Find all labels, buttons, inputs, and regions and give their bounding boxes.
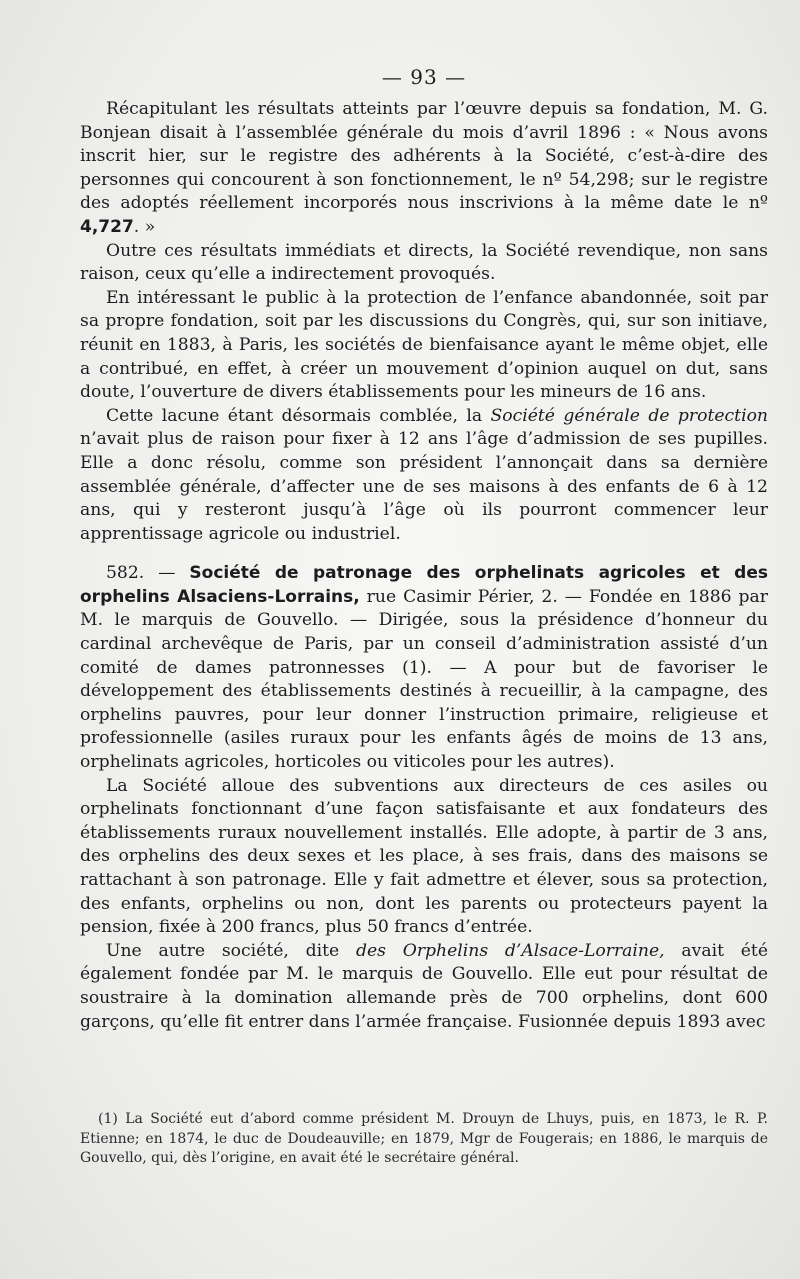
- alsace-society-italic: des Orphelins d’Alsace-Lorraine,: [355, 940, 665, 961]
- paragraph-recapitulation-text: Récapitulant les résultats atteints par l’œuvre depuis sa fondation, M. G. Bonjean disait à l’assemblée générale du mois d’avril 1896 : « Nous avons inscrit hier, sur le registre des adhérents à la Société, c’est-à-dire des personnes qui concourent à son fonctionnement, le nº 54,298; sur le registre des adoptés réellement incorporés nous inscrivions à la même date le nº: [80, 99, 768, 214]
- alsace-paragraph-start: Une autre société, dite: [106, 940, 356, 961]
- section-heading: Société de patronage des orphelinats agricoles et des orphelins Alsaciens-Lorrains,: [80, 563, 768, 607]
- paragraph-age-admission-end: n’avait plus de raison pour fixer à 12 ans l’âge d’admission de ses pupilles. Elle a donc résolu, comme son président l’annonçait dans sa dernière assemblée générale, d’affecter une de ses maisons à des enfants de 6 à 12 ans, qui y resteront jusqu’à l’âge où ils pourront commencer leur apprentissage agricole ou industriel.: [80, 429, 768, 544]
- main-text: [80, 62, 768, 1034]
- paragraph-public-interest: En intéressant le public à la protection de l’enfance abandonnée, soit par sa propre fondation, soit par les discussions du Congrès, qui, sur son initiave, réunit en 1883, à Paris, les sociétés de bienfaisance ayant le même objet, elle a contribué, en effet, à créer un mouvement d’opinion auquel on dut, sans doute, l’ouverture de divers établissements pour les mineurs de 16 ans.: [80, 287, 768, 403]
- paragraph-age-admission-start: Cette lacune étant désormais comblée, la: [106, 405, 491, 426]
- section-582-intro: [80, 562, 768, 774]
- adopted-count: 4,727: [80, 216, 134, 237]
- section-intro-text: rue Casimir Périer, 2. — Fondée en 1886 par M. le marquis de Gouvello. — Dirigée, sous la présidence d’honneur du cardinal archevêque de Paris, par un conseil d’administration assisté d’un comité de dames patronnesses (1). — A pour but de favoriser le développement des établissements destinés à recueillir, à la campagne, des orphelins pauvres, pour leur donner l’instruction primaire, religieuse et professionnelle (asiles ruraux pour les enfants âgés de moins de 13 ans, orphelinats agricoles, horticoles ou viticoles pour les autres).: [80, 586, 768, 773]
- footnote-text: (1) La Société eut d’abord comme président M. Drouyn de Lhuys, puis, en 1873, le R. P. Etienne; en 1874, le duc de Doudeauville; en 1879, Mgr de Fougerais; en 1886, le marquis de Gouvello, qui, dès l’origine, en avait été le secrétaire général.: [80, 1111, 768, 1167]
- section-582-subsidies: La Société alloue des subventions aux directeurs de ces asiles ou orphelinats fonctionnant d’une façon satisfaisante et aux fondateurs des établissements ruraux nouvellement installés. Elle adopte, à partir de 3 ans, des orphelins des deux sexes et les place, à ses frais, dans des maisons se rattachant à son patronage. Elle y fait admettre et élever, sous sa protection, des enfants, orphelins ou non, dont les parents ou protecteurs payent la pension, fixée à 200 francs, plus 50 francs d’entrée.: [80, 775, 768, 938]
- paragraph-age-admission: [80, 405, 768, 547]
- alsace-paragraph-end: avait été également fondée par M. le marquis de Gouvello. Elle eut pour résultat de soustraire à la domination allemande près de 700 orphelins, dont 600 garçons, qu’elle fit entrer dans l’armée française. Fusionnée depuis 1893 avec: [80, 940, 768, 1032]
- footnote: [80, 1110, 768, 1169]
- paragraph-recapitulation-end: . »: [133, 216, 156, 237]
- society-name-italic: Société générale de protection: [490, 405, 768, 426]
- section-582: [80, 562, 768, 1034]
- section-number: 582. —: [106, 563, 190, 584]
- page-number: — 93 —: [381, 65, 467, 89]
- paragraph-indirect-results: Outre ces résultats immédiats et directs, la Société revendique, non sans raison, ceux qu’elle a indirectement provoqués.: [80, 240, 768, 285]
- paragraph-recapitulation: [80, 98, 768, 240]
- section-582-alsace-lorraine: [80, 940, 768, 1034]
